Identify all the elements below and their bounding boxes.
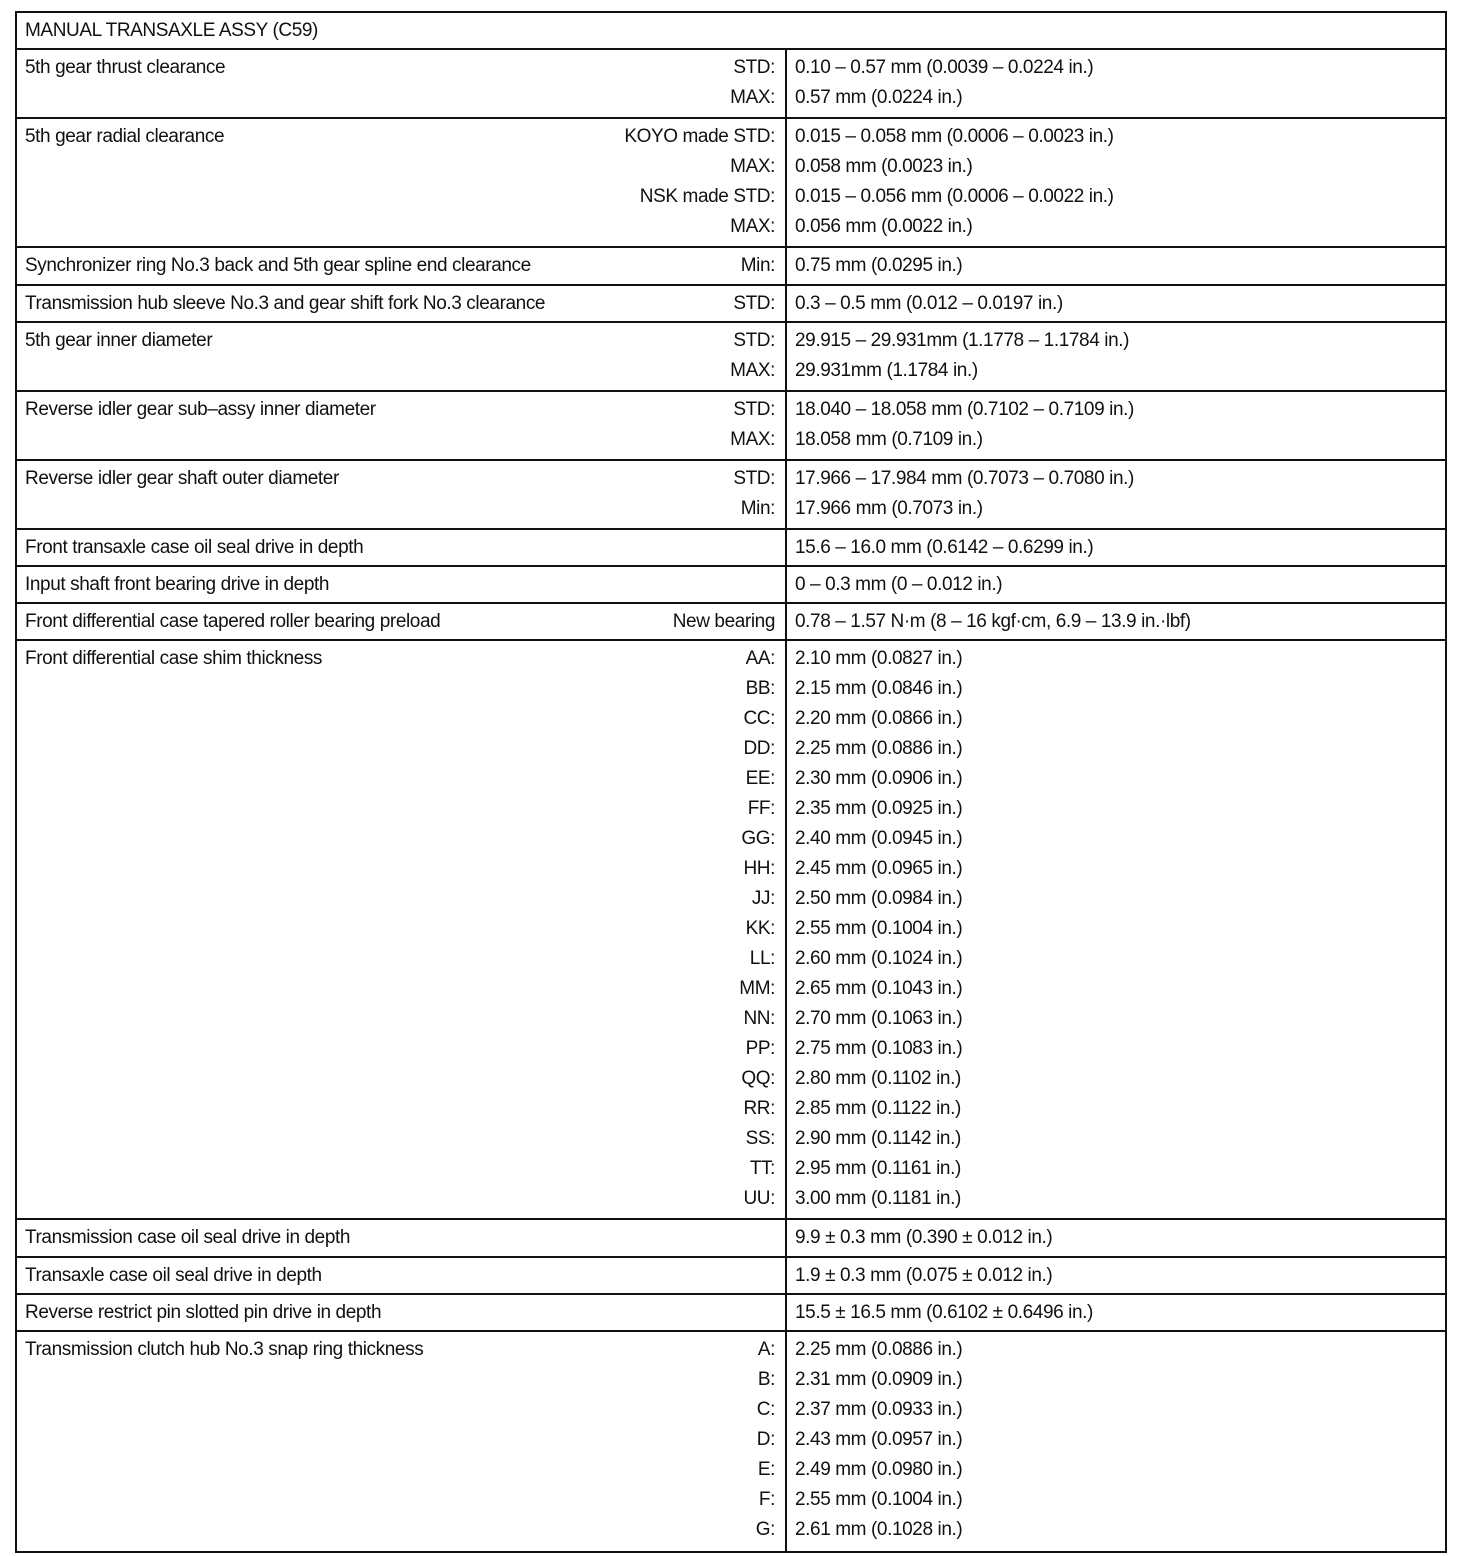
spec-labels (733, 286, 775, 321)
value-cell (787, 604, 1445, 639)
spec-value: 2.20 mm (0.0866 in.) (795, 708, 963, 729)
item-name: Front differential case tapered roller bearing preload (25, 611, 441, 632)
item-name: Front transaxle case oil seal drive in depth (25, 537, 364, 558)
item-cell (17, 567, 787, 602)
spec-label: New bearing (672, 611, 775, 632)
spec-value: 2.25 mm (0.0886 in.) (795, 1339, 963, 1360)
spec-label: G: (755, 1519, 775, 1540)
item-cell (17, 1220, 787, 1256)
table-row (17, 530, 1445, 567)
spec-label: BB: (745, 678, 775, 699)
spec-value: 29.931mm (1.1784 in.) (795, 360, 978, 381)
spec-value: 0.015 – 0.058 mm (0.0006 – 0.0023 in.) (795, 126, 1114, 147)
item-cell (17, 323, 787, 390)
spec-value: 2.90 mm (0.1142 in.) (795, 1128, 961, 1149)
table-title: MANUAL TRANSAXLE ASSY (C59) (17, 13, 1445, 50)
spec-labels (733, 461, 775, 528)
spec-value: 18.040 – 18.058 mm (0.7102 – 0.7109 in.) (795, 399, 1134, 420)
item-cell (17, 119, 787, 246)
value-cell (787, 461, 1445, 528)
value-cell (787, 1295, 1445, 1330)
spec-value: 2.40 mm (0.0945 in.) (795, 828, 963, 849)
value-cell (787, 286, 1445, 321)
item-name: 5th gear inner diameter (25, 330, 213, 351)
spec-value: 15.5 ± 16.5 mm (0.6102 ± 0.6496 in.) (795, 1302, 1093, 1323)
table-row (17, 604, 1445, 641)
spec-value: 0.57 mm (0.0224 in.) (795, 87, 963, 108)
table-body (17, 50, 1445, 1551)
spec-label: MAX: (730, 429, 775, 450)
item-cell (17, 530, 787, 565)
spec-label: A: (757, 1339, 775, 1360)
spec-value: 0.056 mm (0.0022 in.) (795, 216, 973, 237)
spec-label: MM: (739, 978, 775, 999)
spec-label: Min: (740, 255, 775, 276)
spec-value: 2.80 mm (0.1102 in.) (795, 1068, 961, 1089)
spec-label: STD: (733, 57, 775, 78)
spec-value: 2.55 mm (0.1004 in.) (795, 1489, 963, 1510)
item-name: 5th gear thrust clearance (25, 57, 226, 78)
item-name: Transmission hub sleeve No.3 and gear shift fork No.3 clearance (25, 293, 546, 314)
spec-label: MAX: (730, 156, 775, 177)
spec-label: MAX: (730, 87, 775, 108)
item-cell (17, 1258, 787, 1293)
spec-label: TT: (749, 1158, 775, 1179)
spec-value: 15.6 – 16.0 mm (0.6142 – 0.6299 in.) (795, 537, 1094, 558)
spec-label: PP: (745, 1038, 775, 1059)
spec-value: 2.60 mm (0.1024 in.) (795, 948, 963, 969)
spec-labels (624, 119, 775, 246)
spec-label: AA: (745, 648, 775, 669)
spec-labels (756, 1332, 775, 1551)
table-row (17, 1295, 1445, 1332)
item-cell (17, 286, 787, 321)
spec-labels (730, 323, 775, 390)
item-cell (17, 604, 787, 639)
item-cell (17, 50, 787, 117)
spec-value: 2.37 mm (0.0933 in.) (795, 1399, 963, 1420)
spec-value: 2.61 mm (0.1028 in.) (795, 1519, 963, 1540)
spec-labels (673, 604, 775, 639)
item-name: Front differential case shim thickness (25, 648, 323, 669)
table-row (17, 50, 1445, 119)
spec-labels (730, 392, 775, 459)
spec-value: 2.25 mm (0.0886 in.) (795, 738, 963, 759)
spec-value: 2.70 mm (0.1063 in.) (795, 1008, 963, 1029)
table-row (17, 119, 1445, 248)
table-row (17, 461, 1445, 530)
spec-value: 18.058 mm (0.7109 in.) (795, 429, 983, 450)
item-name: 5th gear radial clearance (25, 126, 225, 147)
spec-label: CC: (743, 708, 775, 729)
spec-labels (741, 248, 775, 284)
spec-value: 2.50 mm (0.0984 in.) (795, 888, 963, 909)
spec-label: DD: (743, 738, 775, 759)
spec-value: 1.9 ± 0.3 mm (0.075 ± 0.012 in.) (795, 1265, 1053, 1286)
item-name: Transmission case oil seal drive in depth (25, 1227, 351, 1248)
value-cell (787, 248, 1445, 284)
spec-value: 2.31 mm (0.0909 in.) (795, 1369, 963, 1390)
table-row (17, 1258, 1445, 1295)
value-cell (787, 392, 1445, 459)
item-cell (17, 248, 787, 284)
spec-table (15, 11, 1447, 1553)
spec-label: MAX: (730, 216, 775, 237)
spec-value: 9.9 ± 0.3 mm (0.390 ± 0.012 in.) (795, 1227, 1053, 1248)
spec-label: MAX: (730, 360, 775, 381)
spec-label: NSK made STD: (639, 186, 775, 207)
spec-value: 2.55 mm (0.1004 in.) (795, 918, 963, 939)
spec-value: 2.35 mm (0.0925 in.) (795, 798, 963, 819)
item-name: Synchronizer ring No.3 back and 5th gear spline end clearance (25, 255, 531, 276)
spec-label: F: (758, 1489, 775, 1510)
item-name: Input shaft front bearing drive in depth (25, 574, 330, 595)
spec-value: 3.00 mm (0.1181 in.) (795, 1188, 961, 1209)
value-cell (787, 530, 1445, 565)
spec-value: 0.10 – 0.57 mm (0.0039 – 0.0224 in.) (795, 57, 1094, 78)
spec-value: 2.30 mm (0.0906 in.) (795, 768, 963, 789)
spec-label: STD: (733, 468, 775, 489)
table-row (17, 286, 1445, 323)
table-row (17, 567, 1445, 604)
value-cell (787, 1332, 1445, 1551)
table-row (17, 392, 1445, 461)
item-name: Transaxle case oil seal drive in depth (25, 1265, 322, 1286)
spec-value: 2.15 mm (0.0846 in.) (795, 678, 963, 699)
spec-label: RR: (743, 1098, 775, 1119)
spec-labels (739, 641, 775, 1218)
value-cell (787, 119, 1445, 246)
spec-value: 0.78 – 1.57 N·m (8 – 16 kgf·cm, 6.9 – 13.9 in.·lbf) (795, 611, 1191, 632)
item-name: Reverse idler gear sub–assy inner diameter (25, 399, 376, 420)
value-cell (787, 323, 1445, 390)
spec-label: EE: (745, 768, 775, 789)
spec-label: QQ: (741, 1068, 775, 1089)
spec-label: C: (756, 1399, 775, 1420)
spec-label: NN: (743, 1008, 775, 1029)
table-row (17, 1220, 1445, 1258)
item-name: Reverse restrict pin slotted pin drive in depth (25, 1302, 382, 1323)
value-cell (787, 1220, 1445, 1256)
spec-value: 2.45 mm (0.0965 in.) (795, 858, 963, 879)
table-row (17, 248, 1445, 286)
item-name: Reverse idler gear shaft outer diameter (25, 468, 339, 489)
spec-label: UU: (743, 1188, 775, 1209)
spec-label: JJ: (751, 888, 775, 909)
item-name: Transmission clutch hub No.3 snap ring thickness (25, 1339, 424, 1360)
spec-value: 17.966 mm (0.7073 in.) (795, 498, 983, 519)
spec-value: 2.49 mm (0.0980 in.) (795, 1459, 963, 1480)
spec-label: STD: (733, 293, 775, 314)
table-row (17, 323, 1445, 392)
spec-value: 0.75 mm (0.0295 in.) (795, 255, 963, 276)
value-cell (787, 50, 1445, 117)
spec-value: 0.3 – 0.5 mm (0.012 – 0.0197 in.) (795, 293, 1063, 314)
spec-label: LL: (749, 948, 775, 969)
value-cell (787, 567, 1445, 602)
spec-value: 2.75 mm (0.1083 in.) (795, 1038, 963, 1059)
table-row (17, 1332, 1445, 1551)
spec-value: 2.95 mm (0.1161 in.) (795, 1158, 961, 1179)
spec-value: 17.966 – 17.984 mm (0.7073 – 0.7080 in.) (795, 468, 1134, 489)
spec-label: KOYO made STD: (624, 126, 775, 147)
spec-label: D: (756, 1429, 775, 1450)
value-cell (787, 1258, 1445, 1293)
spec-label: STD: (733, 399, 775, 420)
spec-value: 2.65 mm (0.1043 in.) (795, 978, 963, 999)
spec-value: 0.015 – 0.056 mm (0.0006 – 0.0022 in.) (795, 186, 1114, 207)
item-cell (17, 1295, 787, 1330)
spec-label: Min: (740, 498, 775, 519)
spec-value: 0.058 mm (0.0023 in.) (795, 156, 973, 177)
spec-label: FF: (747, 798, 775, 819)
item-cell (17, 461, 787, 528)
spec-label: HH: (743, 858, 775, 879)
value-cell (787, 641, 1445, 1218)
spec-label: GG: (741, 828, 775, 849)
table-row (17, 641, 1445, 1220)
spec-label: STD: (733, 330, 775, 351)
spec-label: E: (757, 1459, 775, 1480)
item-cell (17, 1332, 787, 1551)
spec-value: 2.85 mm (0.1122 in.) (795, 1098, 961, 1119)
spec-label: SS: (745, 1128, 775, 1149)
spec-labels (730, 50, 775, 117)
spec-value: 2.10 mm (0.0827 in.) (795, 648, 963, 669)
item-cell (17, 392, 787, 459)
spec-value: 0 – 0.3 mm (0 – 0.012 in.) (795, 574, 1003, 595)
spec-value: 29.915 – 29.931mm (1.1778 – 1.1784 in.) (795, 330, 1130, 351)
item-cell (17, 641, 787, 1218)
spec-label: B: (757, 1369, 775, 1390)
spec-label: KK: (745, 918, 775, 939)
spec-value: 2.43 mm (0.0957 in.) (795, 1429, 963, 1450)
